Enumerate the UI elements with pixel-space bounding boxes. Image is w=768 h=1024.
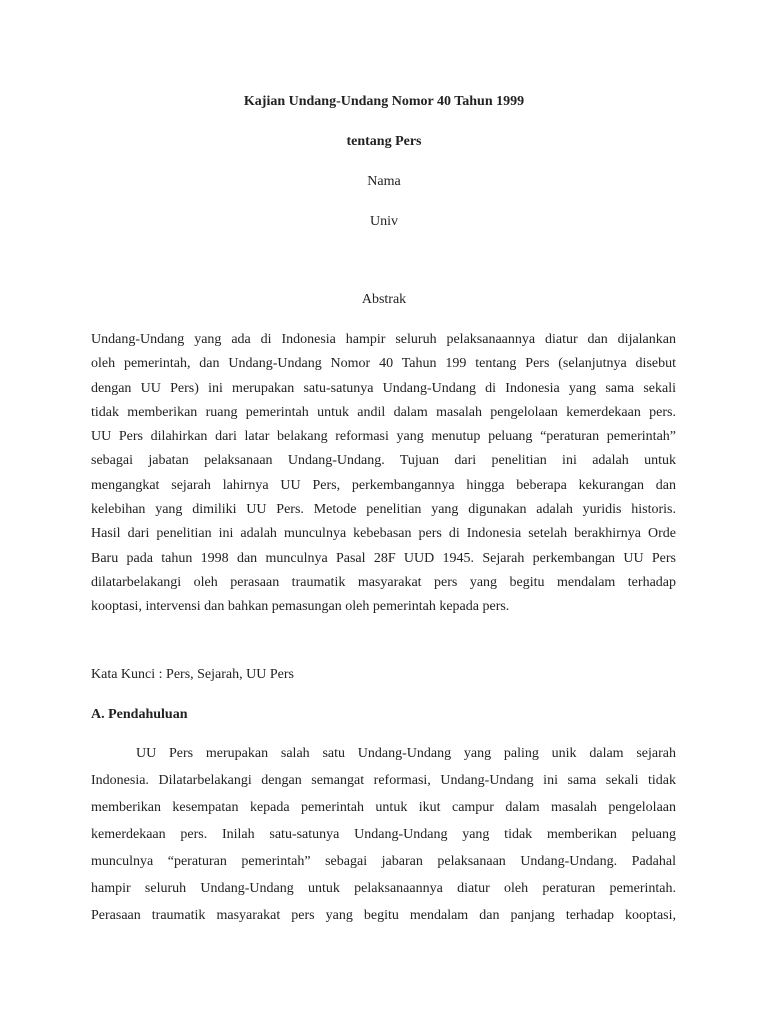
abstract-heading: Abstrak: [361, 292, 407, 307]
author-name: Nama: [367, 174, 401, 189]
abstract-line: Baru pada tahun 1998 dan munculnya Pasal 28F UUD 1945. Sejarah perkembangan UU Pers: [91, 550, 676, 566]
intro-line: hampir seluruh Undang-Undang untuk pelaksanaannya diatur oleh peraturan pemerintah.: [91, 881, 676, 896]
abstract-line: oleh pemerintah, dan Undang-Undang Nomor 40 Tahun 199 tentang Pers (selanjutnya disebut: [91, 356, 676, 372]
section-heading: A. Pendahuluan: [91, 707, 188, 722]
author-affiliation: Univ: [370, 214, 398, 229]
abstract-line: UU Pers dilahirkan dari latar belakang reformasi yang menutup peluang “peraturan pemerintah”: [91, 429, 676, 445]
abstract-line: sebagai jabatan pelaksanaan Undang-Undang. Tujuan dari penelitian ini adalah untuk: [91, 453, 676, 469]
abstract-line: Undang-Undang yang ada di Indonesia hampir seluruh pelaksanaannya diatur dan dijalankan: [91, 332, 676, 347]
intro-line: Perasaan traumatik masyarakat pers yang begitu mendalam dan panjang terhadap kooptasi,: [91, 908, 676, 923]
title-line-1: Kajian Undang-Undang Nomor 40 Tahun 1999: [243, 94, 525, 109]
keywords: Kata Kunci : Pers, Sejarah, UU Pers: [91, 667, 294, 682]
intro-paragraph: [91, 740, 676, 929]
abstract-line: kooptasi, intervensi dan bahkan pemasungan oleh pemerintah kepada pers.: [91, 599, 510, 615]
title-line-2: tentang Pers: [346, 134, 422, 149]
abstract-line: dengan UU Pers) ini merupakan satu-satunya Undang-Undang di Indonesia yang sama sekali: [91, 380, 676, 396]
abstract-line: dilatarbelakangi oleh perasaan traumatik masyarakat pers yang begitu mendalam terhadap: [91, 574, 676, 590]
intro-line: Indonesia. Dilatarbelakangi dengan semangat reformasi, Undang-Undang ini sama sekali tidak: [91, 773, 676, 788]
abstract-line: tidak memberikan ruang pemerintah untuk andil dalam masalah pengelolaan kemerdekaan pers.: [91, 404, 676, 420]
intro-line: munculnya “peraturan pemerintah” sebagai jabaran pelaksanaan Undang-Undang. Padahal: [91, 854, 676, 869]
intro-line: memberikan kesempatan kepada pemerintah untuk ikut campur dalam masalah pengelolaan: [91, 800, 676, 815]
intro-line: UU Pers merupakan salah satu Undang-Undang yang paling unik dalam sejarah: [136, 746, 676, 761]
abstract-line: Hasil dari penelitian ini adalah munculnya kebebasan pers di Indonesia setelah berakhirnya Orde: [91, 526, 676, 542]
intro-line: kemerdekaan pers. Inilah satu-satunya Undang-Undang yang tidak memberikan peluang: [91, 827, 676, 842]
abstract-paragraph: [91, 328, 676, 620]
abstract-line: kelebihan yang dimiliki UU Pers. Metode penelitian yang digunakan adalah yuridis historis.: [91, 502, 676, 518]
abstract-line: mengangkat sejarah lahirnya UU Pers, perkembangannya hingga beberapa kekurangan dan: [91, 477, 676, 493]
